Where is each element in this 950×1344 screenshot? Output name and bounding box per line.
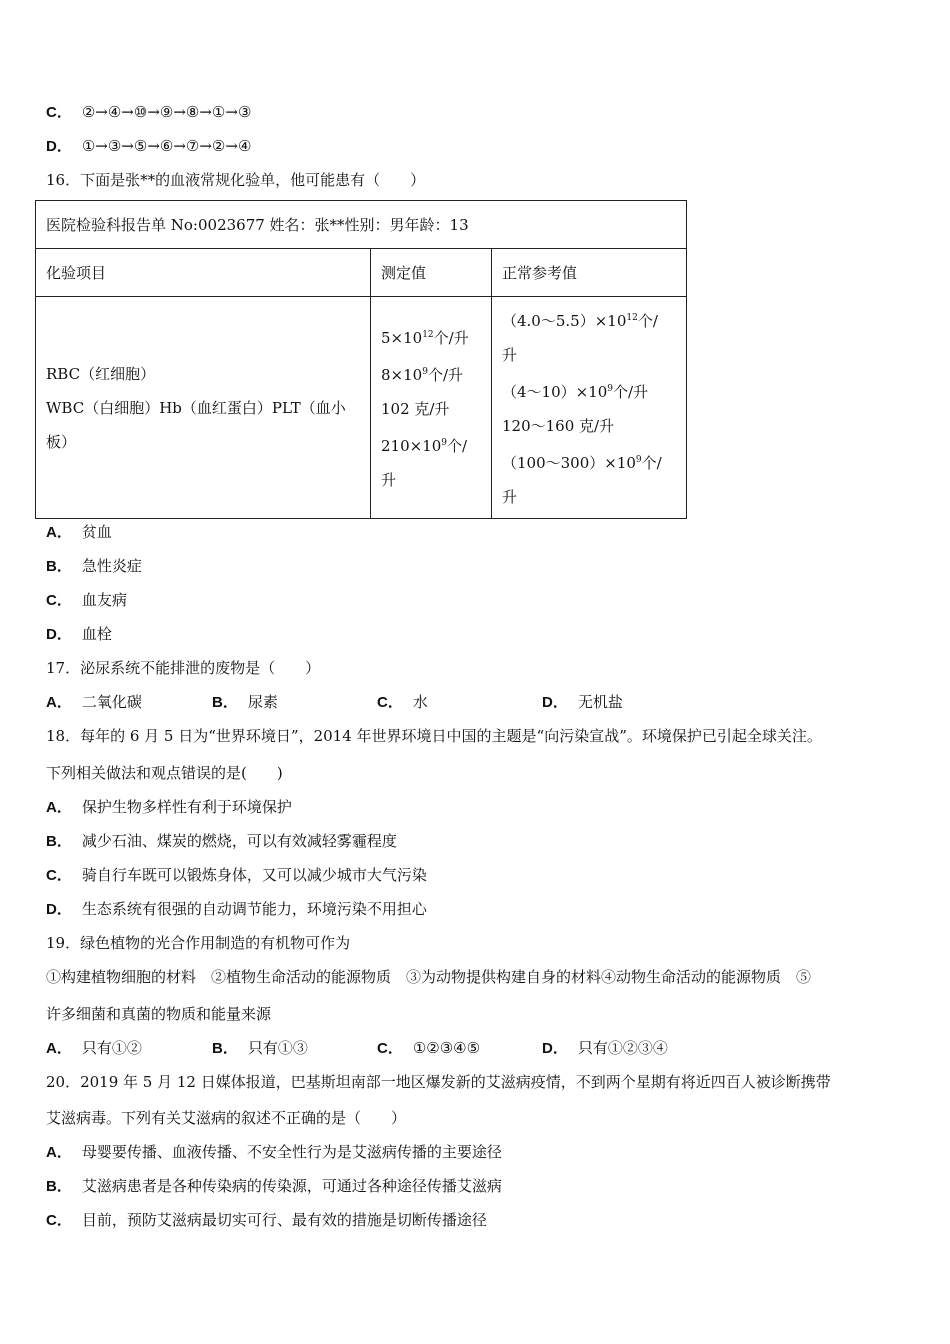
- q20-option-a: A． 母婴要传播、血液传播、不安全性行为是艾滋病传播的主要途径: [46, 1143, 502, 1161]
- q19-option-b: B． 只有①③: [212, 1039, 308, 1057]
- q20-stem-line2: 艾滋病毒。下列有关艾滋病的叙述不正确的是（ ）: [46, 1109, 407, 1127]
- blood-test-report-table: [35, 200, 687, 519]
- reference-cell: $(4.0\sim 5.5)\times 10^{12}$个/ 升 $(4\sim 10)\times 10^9$个/升 120～160 克/升 $(100\sim 300)\times 10^9$个/ 升: [492, 297, 687, 519]
- q19-options: [46, 1038, 906, 1058]
- q17-option-d: D． 无机盐: [542, 693, 623, 711]
- q17-stem: 17．泌尿系统不能排泄的废物是（ ）: [46, 659, 321, 677]
- items-cell: RBC（红细胞） WBC（白细胞）Hb（血红蛋白）PLT（血小 板）: [36, 297, 371, 519]
- q19-option-c: C． ①②③④⑤: [377, 1039, 481, 1057]
- q20-option-b: B． 艾滋病患者是各种传染病的传染源，可通过各种途径传播艾滋病: [46, 1177, 502, 1195]
- q15-option-c: C． ②→④→⑩→⑨→⑧→①→③: [46, 103, 252, 121]
- measured-cell: $5\times 10^{12}$个/升 $8\times 10^9$个/升 102 克/升 $210\times 10^9$个/ 升: [371, 297, 492, 519]
- q16-option-d: D． 血栓: [46, 625, 112, 643]
- q16-stem: 16．下面是张**的血液常规化验单，他可能患有（ ）: [46, 171, 426, 189]
- q15-option-d: D． ①→③→⑤→⑥→⑦→②→④: [46, 137, 252, 155]
- q18-option-b: B． 减少石油、煤炭的燃烧，可以有效减轻雾霾程度: [46, 832, 397, 850]
- q16-option-b: B． 急性炎症: [46, 557, 142, 575]
- measured-wbc: $8\times 10^9$个/升: [381, 366, 463, 384]
- ref-wbc: $(4\sim 10)\times 10^9$个/升: [502, 383, 649, 401]
- measured-hb: 102 克/升: [381, 400, 450, 418]
- q17-option-c: C． 水: [377, 693, 428, 711]
- q17-option-a: A． 二氧化碳: [46, 693, 142, 711]
- ref-rbc: $(4.0\sim 5.5)\times 10^{12}$个/: [502, 312, 658, 330]
- q16-option-c: C． 血友病: [46, 591, 127, 609]
- q16-option-a: A． 贫血: [46, 523, 112, 541]
- q19-items-line2: 许多细菌和真菌的物质和能量来源: [46, 1005, 272, 1023]
- report-header: 医院检验科报告单 No:0023677 姓名：张**性别：男年龄：13: [36, 201, 687, 249]
- q20-option-c: C． 目前，预防艾滋病最切实可行、最有效的措施是切断传播途径: [46, 1211, 487, 1229]
- q19-stem: 19．绿色植物的光合作用制造的有机物可作为: [46, 934, 351, 952]
- ref-plt: $(100\sim 300)\times 10^9$个/: [502, 454, 662, 472]
- q17-options: [46, 692, 906, 712]
- col-header-reference: 正常参考值: [492, 249, 687, 297]
- q18-stem-line1: 18．每年的 6 月 5 日为“世界环境日”，2014 年世界环境日中国的主题是“向污染宣战”。环境保护已引起全球关注。: [46, 727, 822, 745]
- ref-hb: 120～160 克/升: [502, 417, 615, 435]
- q18-option-d: D． 生态系统有很强的自动调节能力，环境污染不用担心: [46, 900, 427, 918]
- measured-plt: $210\times 10^9$个/: [381, 437, 468, 455]
- q18-option-a: A． 保护生物多样性有利于环境保护: [46, 798, 292, 816]
- col-header-item: 化验项目: [36, 249, 371, 297]
- q19-items-line1: ①构建植物细胞的材料 ②植物生命活动的能源物质 ③为动物提供构建自身的材料④动物生命活动的能源物质 ⑤: [46, 968, 812, 986]
- measured-rbc: $5\times 10^{12}$个/升: [381, 329, 469, 347]
- q17-option-b: B． 尿素: [212, 693, 278, 711]
- q19-option-d: D． 只有①②③④: [542, 1039, 668, 1057]
- q20-stem-line1: 20．2019 年 5 月 12 日媒体报道，巴基斯坦南部一地区爆发新的艾滋病疫情，不到两个星期有将近四百人被诊断携带: [46, 1073, 831, 1091]
- col-header-measured: 测定值: [371, 249, 492, 297]
- q18-option-c: C． 骑自行车既可以锻炼身体，又可以减少城市大气污染: [46, 866, 427, 884]
- q18-stem-line2: 下列相关做法和观点错误的是( ): [46, 764, 283, 782]
- q19-option-a: A． 只有①②: [46, 1039, 142, 1057]
